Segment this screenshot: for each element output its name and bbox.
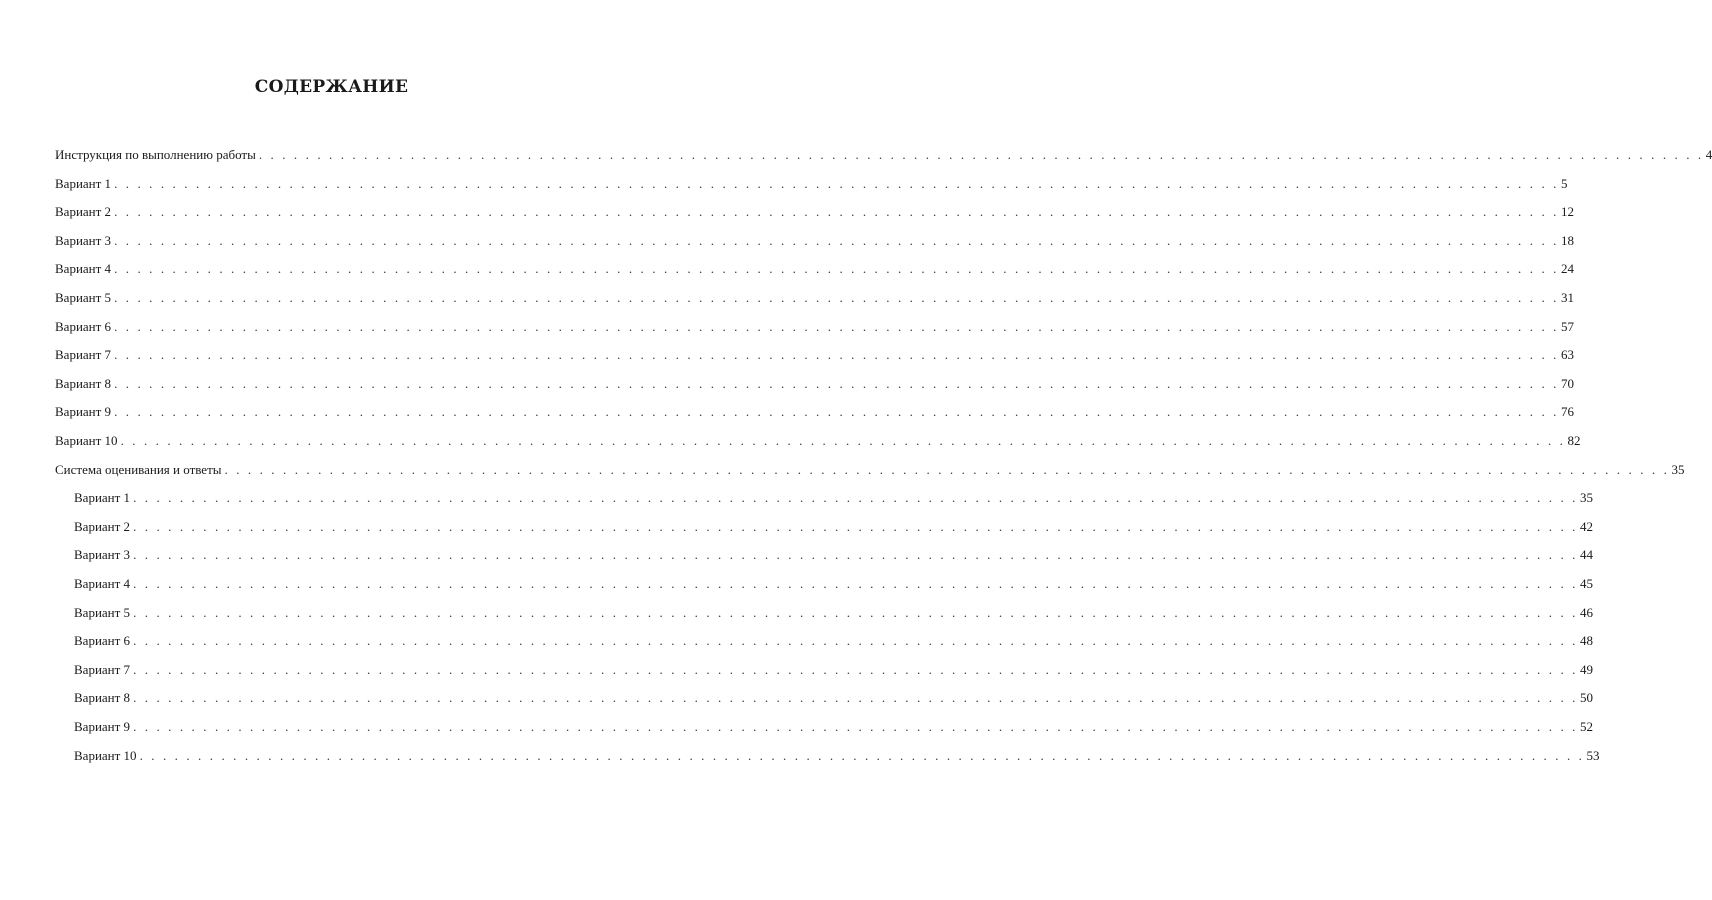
toc-entry-label: Вариант 10	[55, 433, 118, 448]
toc-subentry-variant-7[interactable]	[74, 660, 1594, 680]
toc-entry-label: Вариант 8	[55, 375, 112, 391]
dot-leader: . . . . . . . . . . . . . . . . . . . . . . . . . . . . . . . . . . . . . . . . . . . . . . . . . . . . . . . . . . . . . . . . . . . . . . . . . . . . . . . . . . . . . . . . . . . . . . . . . . . . . . . . . . . . . . . . . . . . . . . . . . . .	[133, 490, 1579, 506]
dot-leader: . . . . . . . . . . . . . . . . . . . . . . . . . . . . . . . . . . . . . . . . . . . . . . . . . . . . . . . . . . . . . . . . . . . . . . . . . . . . . . . . . . . . . . . . . . . . . . . . . . . . . . . . . . . . . . . . . . . . . . . . . . . .	[133, 547, 1579, 563]
toc-entry-label: Вариант 1	[74, 490, 131, 506]
dot-leader: . . . . . . . . . . . . . . . . . . . . . . . . . . . . . . . . . . . . . . . . . . . . . . . . . . . . . . . . . . . . . . . . . . . . . . . . . . . . . . . . . . . . . . . . . . . . . . . . . . . . . . . . . . . . . . . . . . . . . . . . . . . .	[114, 175, 1560, 191]
toc-entry-variant-8[interactable]	[55, 374, 1575, 394]
dot-leader: . . . . . . . . . . . . . . . . . . . . . . . . . . . . . . . . . . . . . . . . . . . . . . . . . . . . . . . . . . . . . . . . . . . . . . . . . . . . . . . . . . . . . . . . . . . . . . . . . . . . . . . . . . . . . . . . . . . . . . . . . . . .	[120, 433, 1566, 448]
dot-leader: . . . . . . . . . . . . . . . . . . . . . . . . . . . . . . . . . . . . . . . . . . . . . . . . . . . . . . . . . . . . . . . . . . . . . . . . . . . . . . . . . . . . . . . . . . . . . . . . . . . . . . . . . . . . . . . . . . . . . . . . . . . .	[114, 375, 1560, 391]
toc-subentry-variant-1[interactable]	[74, 488, 1594, 508]
toc-entry-label: Вариант 9	[55, 404, 112, 420]
toc-entry-variant-5[interactable]	[55, 288, 1575, 308]
toc-entry-page: 49	[1580, 661, 1594, 677]
dot-leader: . . . . . . . . . . . . . . . . . . . . . . . . . . . . . . . . . . . . . . . . . . . . . . . . . . . . . . . . . . . . . . . . . . . . . . . . . . . . . . . . . . . . . . . . . . . . . . . . . . . . . . . . . . . . . . . . . . . . . . . . . . . .	[114, 404, 1560, 420]
toc-entry-page: 45	[1580, 576, 1594, 591]
toc-entry-variant-4[interactable]	[55, 259, 1575, 279]
toc-entry-variant-9[interactable]	[55, 402, 1575, 422]
dot-leader: . . . . . . . . . . . . . . . . . . . . . . . . . . . . . . . . . . . . . . . . . . . . . . . . . . . . . . . . . . . . . . . . . . . . . . . . . . . . . . . . . . . . . . . . . . . . . . . . . . . . . . . . . . . . . . . . . . . . . . . . . . . .	[258, 147, 1704, 162]
toc-entry-variant-1[interactable]	[55, 174, 1568, 194]
toc-entry-page: 50	[1580, 690, 1594, 706]
toc-subentry-variant-9[interactable]	[74, 717, 1594, 737]
toc-subentry-variant-2[interactable]	[74, 517, 1594, 537]
toc-entry-label: Вариант 10	[74, 747, 137, 763]
toc-entry-label: Вариант 6	[74, 633, 131, 649]
toc-entry-variant-6[interactable]	[55, 317, 1575, 337]
toc-entry-label: Вариант 2	[74, 518, 131, 534]
toc-entry-page: 35	[1580, 490, 1594, 506]
toc-entry-page: 24	[1561, 261, 1575, 277]
toc-entry-page: 4	[1705, 147, 1712, 162]
toc-entry-label: Вариант 4	[74, 576, 131, 591]
toc-entry-label: Вариант 7	[74, 661, 131, 677]
toc-entry-label: Вариант 5	[74, 604, 131, 620]
toc-entry-page: 48	[1580, 633, 1594, 649]
toc-entry-page: 63	[1561, 347, 1575, 363]
toc-entry-variant-3[interactable]	[55, 231, 1575, 251]
dot-leader: . . . . . . . . . . . . . . . . . . . . . . . . . . . . . . . . . . . . . . . . . . . . . . . . . . . . . . . . . . . . . . . . . . . . . . . . . . . . . . . . . . . . . . . . . . . . . . . . . . . . . . . . . . . . . . . . . . . . . . . . . . . .	[133, 661, 1579, 677]
toc-entry-label: Вариант 1	[55, 175, 112, 191]
toc-entry-instructions[interactable]	[55, 145, 1712, 165]
dot-leader: . . . . . . . . . . . . . . . . . . . . . . . . . . . . . . . . . . . . . . . . . . . . . . . . . . . . . . . . . . . . . . . . . . . . . . . . . . . . . . . . . . . . . . . . . . . . . . . . . . . . . . . . . . . . . . . . . . . . . . . . . . . .	[133, 690, 1579, 706]
dot-leader: . . . . . . . . . . . . . . . . . . . . . . . . . . . . . . . . . . . . . . . . . . . . . . . . . . . . . . . . . . . . . . . . . . . . . . . . . . . . . . . . . . . . . . . . . . . . . . . . . . . . . . . . . . . . . . . . . . . . . . . . . . . .	[114, 261, 1560, 277]
page-title: СОДЕРЖАНИЕ	[254, 77, 409, 97]
dot-leader: . . . . . . . . . . . . . . . . . . . . . . . . . . . . . . . . . . . . . . . . . . . . . . . . . . . . . . . . . . . . . . . . . . . . . . . . . . . . . . . . . . . . . . . . . . . . . . . . . . . . . . . . . . . . . . . . . . . . . . . . . . . .	[133, 518, 1579, 534]
dot-leader: . . . . . . . . . . . . . . . . . . . . . . . . . . . . . . . . . . . . . . . . . . . . . . . . . . . . . . . . . . . . . . . . . . . . . . . . . . . . . . . . . . . . . . . . . . . . . . . . . . . . . . . . . . . . . . . . . . . . . . . . . . . .	[114, 318, 1560, 334]
toc-subentry-variant-10[interactable]	[74, 746, 1600, 766]
dot-leader: . . . . . . . . . . . . . . . . . . . . . . . . . . . . . . . . . . . . . . . . . . . . . . . . . . . . . . . . . . . . . . . . . . . . . . . . . . . . . . . . . . . . . . . . . . . . . . . . . . . . . . . . . . . . . . . . . . . . . . . . . . . .	[139, 747, 1585, 763]
dot-leader: . . . . . . . . . . . . . . . . . . . . . . . . . . . . . . . . . . . . . . . . . . . . . . . . . . . . . . . . . . . . . . . . . . . . . . . . . . . . . . . . . . . . . . . . . . . . . . . . . . . . . . . . . . . . . . . . . . . . . . . . . . . .	[114, 347, 1560, 363]
toc-subentry-variant-6[interactable]	[74, 631, 1594, 651]
toc-entry-label: Система оценивания и ответы	[55, 461, 222, 477]
toc-entry-label: Вариант 9	[74, 719, 131, 734]
toc-entry-label: Инструкция по выполнению работы	[55, 147, 256, 162]
dot-leader: . . . . . . . . . . . . . . . . . . . . . . . . . . . . . . . . . . . . . . . . . . . . . . . . . . . . . . . . . . . . . . . . . . . . . . . . . . . . . . . . . . . . . . . . . . . . . . . . . . . . . . . . . . . . . . . . . . . . . . . . . . . .	[133, 719, 1579, 734]
dot-leader: . . . . . . . . . . . . . . . . . . . . . . . . . . . . . . . . . . . . . . . . . . . . . . . . . . . . . . . . . . . . . . . . . . . . . . . . . . . . . . . . . . . . . . . . . . . . . . . . . . . . . . . . . . . . . . . . . . . . . . . . . . . .	[114, 204, 1560, 220]
toc-entry-label: Вариант 6	[55, 318, 112, 334]
toc-entry-page: 52	[1580, 719, 1594, 734]
toc-entry-label: Вариант 7	[55, 347, 112, 363]
toc-entry-page: 46	[1580, 604, 1594, 620]
dot-leader: . . . . . . . . . . . . . . . . . . . . . . . . . . . . . . . . . . . . . . . . . . . . . . . . . . . . . . . . . . . . . . . . . . . . . . . . . . . . . . . . . . . . . . . . . . . . . . . . . . . . . . . . . . . . . . . . . . . . . . . . . . . .	[133, 604, 1579, 620]
toc-entry-page: 31	[1561, 290, 1575, 305]
toc-entry-page: 5	[1561, 175, 1568, 191]
toc-entry-variant-2[interactable]	[55, 202, 1575, 222]
toc-entry-page: 18	[1561, 232, 1575, 248]
toc-entry-variant-10[interactable]	[55, 431, 1581, 451]
dot-leader: . . . . . . . . . . . . . . . . . . . . . . . . . . . . . . . . . . . . . . . . . . . . . . . . . . . . . . . . . . . . . . . . . . . . . . . . . . . . . . . . . . . . . . . . . . . . . . . . . . . . . . . . . . . . . . . . . . . . . . . . . . . .	[114, 290, 1560, 305]
toc-entry-label: Вариант 4	[55, 261, 112, 277]
toc-subentry-variant-8[interactable]	[74, 688, 1594, 708]
toc-entry-label: Вариант 3	[74, 547, 131, 563]
toc-entry-label: Вариант 2	[55, 204, 112, 220]
toc-subentry-variant-4[interactable]	[74, 574, 1594, 594]
dot-leader: . . . . . . . . . . . . . . . . . . . . . . . . . . . . . . . . . . . . . . . . . . . . . . . . . . . . . . . . . . . . . . . . . . . . . . . . . . . . . . . . . . . . . . . . . . . . . . . . . . . . . . . . . . . . . . . . . . . . . . . . . . . .	[114, 232, 1560, 248]
toc-entry-label: Вариант 3	[55, 232, 112, 248]
toc-entry-page: 76	[1561, 404, 1575, 420]
toc-entry-page: 12	[1561, 204, 1575, 220]
toc-entry-page: 44	[1580, 547, 1594, 563]
toc-entry-grading-and-answers[interactable]	[55, 460, 1685, 480]
toc-subentry-variant-5[interactable]	[74, 603, 1594, 623]
dot-leader: . . . . . . . . . . . . . . . . . . . . . . . . . . . . . . . . . . . . . . . . . . . . . . . . . . . . . . . . . . . . . . . . . . . . . . . . . . . . . . . . . . . . . . . . . . . . . . . . . . . . . . . . . . . . . . . . . . . . . . . . . . . .	[224, 461, 1670, 477]
toc-subentry-variant-3[interactable]	[74, 545, 1594, 565]
toc-entry-variant-7[interactable]	[55, 345, 1575, 365]
toc-entry-page: 57	[1561, 318, 1575, 334]
dot-leader: . . . . . . . . . . . . . . . . . . . . . . . . . . . . . . . . . . . . . . . . . . . . . . . . . . . . . . . . . . . . . . . . . . . . . . . . . . . . . . . . . . . . . . . . . . . . . . . . . . . . . . . . . . . . . . . . . . . . . . . . . . . .	[133, 633, 1579, 649]
toc-entry-page: 53	[1586, 747, 1600, 763]
dot-leader: . . . . . . . . . . . . . . . . . . . . . . . . . . . . . . . . . . . . . . . . . . . . . . . . . . . . . . . . . . . . . . . . . . . . . . . . . . . . . . . . . . . . . . . . . . . . . . . . . . . . . . . . . . . . . . . . . . . . . . . . . . . .	[133, 576, 1579, 591]
toc-entry-label: Вариант 8	[74, 690, 131, 706]
toc-entry-page: 70	[1561, 375, 1575, 391]
toc-entry-page: 42	[1580, 518, 1594, 534]
toc-entry-page: 82	[1567, 433, 1581, 448]
toc-entry-label: Вариант 5	[55, 290, 112, 305]
toc-entry-page: 35	[1671, 461, 1685, 477]
